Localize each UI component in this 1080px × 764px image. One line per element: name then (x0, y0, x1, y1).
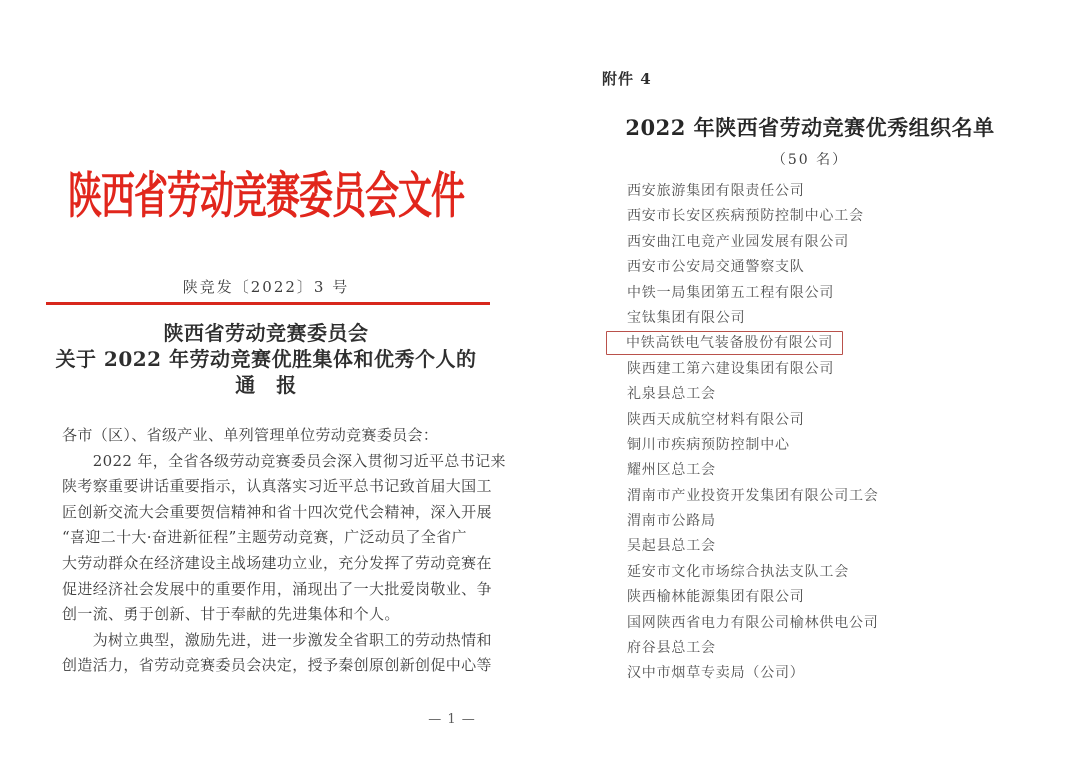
list-item-highlighted (627, 331, 1047, 356)
organization-name: 延安市文化市场综合执法支队工会 (627, 563, 849, 580)
organization-name: 国网陕西省电力有限公司榆林供电公司 (627, 614, 879, 631)
organization-name: 渭南市公路局 (627, 513, 716, 530)
list-item (627, 560, 1047, 585)
body-line: 促进经济社会发展中的重要作用，涌现出了一大批爱岗敬业、争 (62, 579, 492, 598)
list-item (627, 534, 1047, 559)
body-line: 各市（区）、省级产业、单列管理单位劳动竞赛委员会： (62, 426, 439, 444)
award-list-title: 2022 年陕西省劳动竞赛优秀组织名单 (625, 115, 995, 140)
list-item (627, 585, 1047, 610)
document-body (62, 423, 506, 679)
body-line: 匠创新交流大会重要贺信精神和省十四次党代会精神，深入开展 (62, 502, 492, 521)
organization-name: 西安曲江电竞产业园发展有限公司 (627, 233, 849, 250)
organization-name: 陕西榆林能源集团有限公司 (627, 589, 805, 606)
organization-name: 府谷县总工会 (627, 640, 716, 657)
list-item (627, 255, 1047, 280)
list-item (627, 179, 1047, 204)
organization-name: 礼泉县总工会 (627, 386, 716, 403)
list-item (627, 382, 1047, 407)
attachment-label: 附件 4 (602, 70, 652, 88)
list-item (627, 281, 1047, 306)
organization-name: 汉中市烟草专卖局（公司） (627, 665, 805, 682)
organization-list (627, 179, 1047, 687)
organization-name: 西安市公安局交通警察支队 (627, 259, 805, 276)
body-line: 创造活力，省劳动竞赛委员会决定，授予秦创原创新创促中心等 (62, 656, 492, 675)
document-title (40, 320, 492, 398)
award-list-count: （50 名） (771, 152, 849, 168)
body-line: “喜迎二十大·奋进新征程”主题劳动竞赛，广泛动员了全省广 (62, 528, 467, 547)
document-number: 陕竞发〔2022〕3 号 (182, 278, 350, 296)
list-item (627, 611, 1047, 636)
list-item (627, 636, 1047, 661)
organization-name: 西安市长安区疾病预防控制中心工会 (627, 208, 864, 225)
list-item (627, 433, 1047, 458)
list-item (627, 408, 1047, 433)
list-item (627, 204, 1047, 229)
document-title-line: 通 报 (235, 373, 297, 397)
organization-name: 铜川市疾病预防控制中心 (627, 436, 790, 453)
body-line: 2022 年，全省各级劳动竞赛委员会深入贯彻习近平总书记来 (62, 451, 506, 470)
body-line: 大劳动群众在经济建设主战场建功立业，充分发挥了劳动竞赛在 (62, 553, 492, 572)
organization-name: 渭南市产业投资开发集团有限公司工会 (627, 487, 879, 504)
organization-name: 中铁一局集团第五工程有限公司 (627, 284, 835, 301)
list-item (627, 458, 1047, 483)
organization-name: 耀州区总工会 (627, 462, 716, 479)
organization-name: 宝钛集团有限公司 (627, 309, 746, 326)
organization-name: 陕西建工第六建设集团有限公司 (627, 360, 835, 377)
organization-name: 西安旅游集团有限责任公司 (627, 183, 805, 199)
red-highlight-box: 中铁高铁电气装备股份有限公司 (606, 331, 843, 355)
organization-name: 吴起县总工会 (627, 538, 716, 555)
body-line: 陕考察重要讲话重要指示，认真落实习近平总书记致首届大国工 (62, 477, 492, 496)
page-number: — 1 — (428, 712, 476, 727)
body-line: 创一流、勇于创新、甘于奉献的先进集体和个人。 (62, 605, 400, 624)
body-line: 为树立典型，激励先进，进一步激发全省职工的劳动热情和 (62, 630, 492, 649)
red-divider-line (46, 302, 490, 305)
list-item (627, 230, 1047, 255)
document-title-line: 关于 2022 年劳动竞赛优胜集体和优秀个人的 (55, 347, 477, 371)
document-title-line: 陕西省劳动竞赛委员会 (163, 321, 369, 345)
red-letterhead-title: 陕西省劳动竞赛委员会文件 (68, 167, 464, 226)
list-item (627, 306, 1047, 331)
list-item (627, 509, 1047, 534)
list-item (627, 661, 1047, 686)
organization-name: 陕西天成航空材料有限公司 (627, 411, 805, 428)
list-item (627, 357, 1047, 382)
list-item (627, 484, 1047, 509)
